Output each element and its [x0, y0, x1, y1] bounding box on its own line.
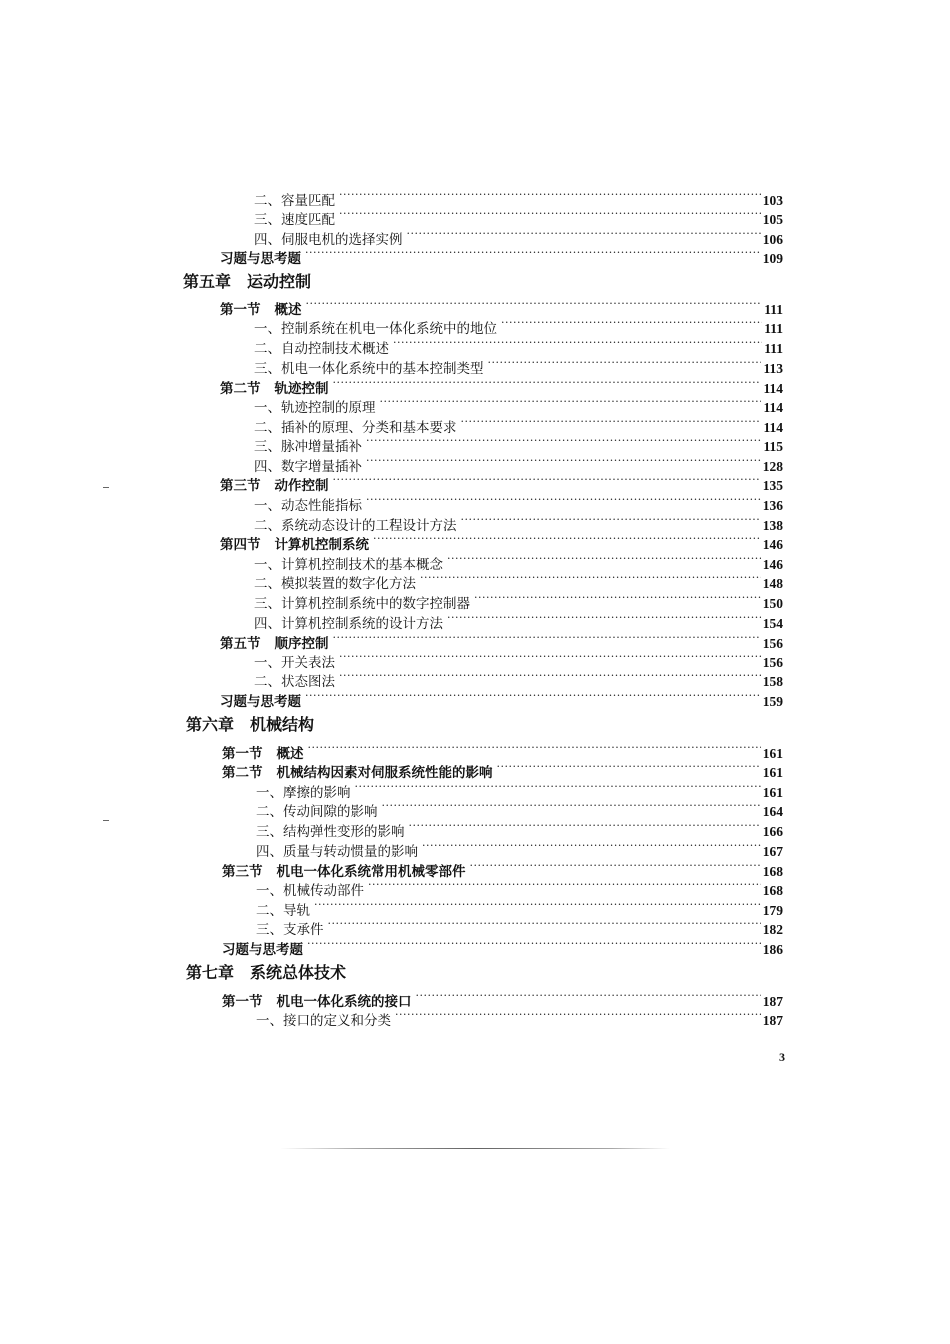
toc-item-row[interactable]	[256, 1006, 783, 1029]
dot-leader	[368, 876, 761, 895]
toc-label: 四、伺服电机的选择实例	[254, 232, 403, 248]
toc-page-number: 111	[764, 321, 783, 336]
chapter-number: 第六章	[186, 715, 235, 734]
dot-leader	[308, 739, 761, 758]
toc-label: 第三节	[222, 864, 263, 880]
toc-label: 第一节	[220, 302, 261, 318]
toc-page-number: 161	[762, 746, 783, 761]
dot-leader	[488, 354, 762, 373]
toc-item-row[interactable]	[254, 393, 783, 416]
toc-item-row[interactable]	[254, 589, 783, 612]
toc-section-row[interactable]	[220, 687, 783, 710]
toc-page-number: 111	[764, 302, 783, 317]
toc-page-number: 114	[763, 420, 783, 435]
chapter-title: 系统总体技术	[250, 963, 347, 982]
toc-page-number: 111	[764, 341, 783, 356]
dot-leader	[333, 374, 762, 393]
dot-leader	[409, 817, 761, 836]
toc-label: 一、开关表法	[254, 655, 335, 671]
scan-artifact-line	[280, 1148, 670, 1149]
chapter-heading	[186, 962, 346, 984]
toc-page-number: 146	[762, 557, 783, 572]
toc-section-row[interactable]	[222, 739, 783, 762]
dot-leader	[306, 295, 763, 314]
toc-item-row[interactable]	[254, 609, 783, 632]
toc-page-number: 186	[762, 942, 783, 957]
page-number: 3	[779, 1050, 785, 1064]
toc-section-row[interactable]	[222, 857, 783, 880]
toc-page-number: 109	[762, 251, 783, 266]
toc-label: 习题与思考题	[220, 251, 301, 267]
dot-leader	[470, 857, 761, 876]
toc-page-number: 168	[762, 864, 783, 879]
dot-leader	[497, 758, 761, 777]
dot-leader	[407, 225, 761, 244]
toc-section-title: 顺序控制	[274, 636, 329, 652]
dot-leader	[305, 687, 761, 706]
toc-page-number: 138	[762, 518, 783, 533]
toc-item-row[interactable]	[254, 413, 783, 436]
dot-leader	[339, 648, 761, 667]
toc-page-number: 156	[762, 636, 783, 651]
toc-item-row[interactable]	[254, 354, 783, 377]
dot-leader	[380, 393, 762, 412]
toc-label: 第一节	[222, 994, 263, 1010]
toc-section-title: 机电一体化系统常用机械零部件	[276, 864, 466, 880]
toc-page-number: 105	[762, 212, 783, 227]
toc-label: 一、机械传动部件	[256, 883, 364, 899]
toc-page-number: 154	[762, 616, 783, 631]
toc-item-row[interactable]	[254, 205, 783, 228]
dot-leader	[307, 935, 761, 954]
toc-page-number: 148	[762, 576, 783, 591]
toc-label: 一、轨迹控制的原理	[254, 400, 376, 416]
dot-leader	[461, 413, 762, 432]
toc-item-row[interactable]	[254, 550, 783, 573]
toc-section-title: 轨迹控制	[274, 381, 329, 397]
toc-item-row[interactable]	[254, 452, 783, 475]
toc-item-row[interactable]	[256, 837, 783, 860]
dot-leader	[305, 244, 761, 263]
dot-leader	[395, 1006, 761, 1025]
chapter-heading	[183, 271, 311, 293]
toc-page-number: 187	[762, 1013, 783, 1028]
toc-label: 第一节	[222, 746, 263, 762]
toc-item-row[interactable]	[254, 334, 783, 357]
toc-item-row[interactable]	[254, 225, 783, 248]
toc-section-row[interactable]	[220, 374, 783, 397]
toc-section-row[interactable]	[220, 295, 783, 318]
toc-section-title: 机械结构因素对伺服系统性能的影响	[276, 765, 493, 781]
dot-leader	[501, 314, 762, 333]
dot-leader	[393, 334, 762, 353]
dot-leader	[339, 186, 761, 205]
toc-section-title: 概述	[274, 302, 302, 318]
toc-page-number: 115	[763, 439, 783, 454]
toc-page-number: 114	[763, 400, 783, 415]
toc-label: 二、状态图法	[254, 674, 335, 690]
dot-leader	[373, 530, 761, 549]
toc-section-row[interactable]	[222, 935, 783, 958]
toc-label: 三、速度匹配	[254, 212, 335, 228]
dot-leader	[447, 550, 761, 569]
chapter-number: 第五章	[183, 272, 232, 291]
chapter-heading	[186, 714, 314, 736]
dot-leader	[416, 987, 761, 1006]
toc-page-number: 164	[762, 804, 783, 819]
toc-item-row[interactable]	[256, 896, 783, 919]
toc-page-number: 114	[763, 381, 783, 396]
toc-page-number: 135	[762, 478, 783, 493]
toc-label: 二、容量匹配	[254, 193, 335, 209]
dot-leader	[314, 896, 761, 915]
toc-label: 二、模拟装置的数字化方法	[254, 576, 416, 592]
toc-page-number: 166	[762, 824, 783, 839]
chapter-number: 第七章	[186, 963, 235, 982]
toc-section-row[interactable]	[222, 987, 783, 1010]
toc-label: 四、计算机控制系统的设计方法	[254, 616, 443, 632]
toc-page-number: 106	[762, 232, 783, 247]
toc-page-number: 182	[762, 922, 783, 937]
toc-item-row[interactable]	[254, 491, 783, 514]
toc-page-number: 161	[762, 785, 783, 800]
toc-section-row[interactable]	[220, 629, 783, 652]
toc-item-row[interactable]	[254, 432, 783, 455]
dot-leader	[422, 837, 761, 856]
toc-label: 第二节	[220, 381, 261, 397]
toc-item-row[interactable]	[256, 876, 783, 899]
toc-label: 习题与思考题	[220, 694, 301, 710]
scan-speck	[103, 820, 109, 821]
dot-leader	[474, 589, 761, 608]
toc-item-row[interactable]	[254, 314, 783, 337]
toc-label: 二、系统动态设计的工程设计方法	[254, 518, 457, 534]
dot-leader	[366, 432, 761, 451]
dot-leader	[328, 915, 761, 934]
toc-item-row[interactable]	[254, 569, 783, 592]
toc-section-row[interactable]	[220, 530, 783, 553]
toc-label: 一、计算机控制技术的基本概念	[254, 557, 443, 573]
dot-leader	[333, 629, 761, 648]
toc-label: 二、导轨	[256, 903, 310, 919]
toc-page-number: 161	[762, 765, 783, 780]
chapter-title: 运动控制	[247, 272, 312, 291]
toc-page-number: 103	[762, 193, 783, 208]
toc-item-row[interactable]	[256, 915, 783, 938]
toc-label: 二、传动间隙的影响	[256, 804, 378, 820]
toc-label: 一、控制系统在机电一体化系统中的地位	[254, 321, 497, 337]
toc-page-number: 168	[762, 883, 783, 898]
dot-leader	[447, 609, 761, 628]
toc-section-row[interactable]	[220, 244, 783, 267]
toc-label: 二、自动控制技术概述	[254, 341, 389, 357]
toc-label: 三、机电一体化系统中的基本控制类型	[254, 361, 484, 377]
toc-label: 第二节	[222, 765, 263, 781]
toc-page-number: 158	[762, 674, 783, 689]
toc-item-row[interactable]	[254, 648, 783, 671]
toc-page-number: 128	[762, 459, 783, 474]
toc-page-number: 159	[762, 694, 783, 709]
toc-label: 一、动态性能指标	[254, 498, 362, 514]
dot-leader	[339, 205, 761, 224]
toc-item-row[interactable]	[256, 778, 783, 801]
toc-label: 三、支承件	[256, 922, 324, 938]
toc-label: 第五节	[220, 636, 261, 652]
chapter-title: 机械结构	[250, 715, 315, 734]
toc-section-row[interactable]	[222, 758, 783, 781]
toc-label: 第三节	[220, 478, 261, 494]
scan-speck	[103, 487, 109, 488]
dot-leader	[339, 667, 761, 686]
toc-label: 三、脉冲增量插补	[254, 439, 362, 455]
toc-label: 四、数字增量插补	[254, 459, 362, 475]
toc-section-title: 机电一体化系统的接口	[276, 994, 412, 1010]
toc-section-title: 概述	[276, 746, 304, 762]
dot-leader	[366, 452, 761, 471]
toc-label: 一、接口的定义和分类	[256, 1013, 391, 1029]
dot-leader	[355, 778, 761, 797]
toc-label: 第四节	[220, 537, 261, 553]
toc-label: 三、结构弹性变形的影响	[256, 824, 405, 840]
toc-label: 习题与思考题	[222, 942, 303, 958]
dot-leader	[366, 491, 761, 510]
toc-label: 一、摩擦的影响	[256, 785, 351, 801]
toc-section-title: 计算机控制系统	[274, 537, 369, 553]
toc-item-row[interactable]	[254, 511, 783, 534]
toc-page-number: 156	[762, 655, 783, 670]
toc-label: 二、插补的原理、分类和基本要求	[254, 420, 457, 436]
toc-label: 三、计算机控制系统中的数字控制器	[254, 596, 470, 612]
toc-item-row[interactable]	[254, 667, 783, 690]
toc-item-row[interactable]	[256, 817, 783, 840]
toc-page-number: 146	[762, 537, 783, 552]
toc-page-number: 187	[762, 994, 783, 1009]
toc-label: 四、质量与转动惯量的影响	[256, 844, 418, 860]
dot-leader	[420, 569, 761, 588]
toc-page-number: 150	[762, 596, 783, 611]
toc-section-row[interactable]	[220, 471, 783, 494]
dot-leader	[461, 511, 761, 530]
dot-leader	[382, 797, 761, 816]
toc-page-number: 136	[762, 498, 783, 513]
toc-page-number: 179	[762, 903, 783, 918]
dot-leader	[333, 471, 761, 490]
toc-page-number: 167	[762, 844, 783, 859]
toc-item-row[interactable]	[256, 797, 783, 820]
toc-item-row[interactable]	[254, 186, 783, 209]
toc-section-title: 动作控制	[274, 478, 329, 494]
toc-page-number: 113	[763, 361, 783, 376]
